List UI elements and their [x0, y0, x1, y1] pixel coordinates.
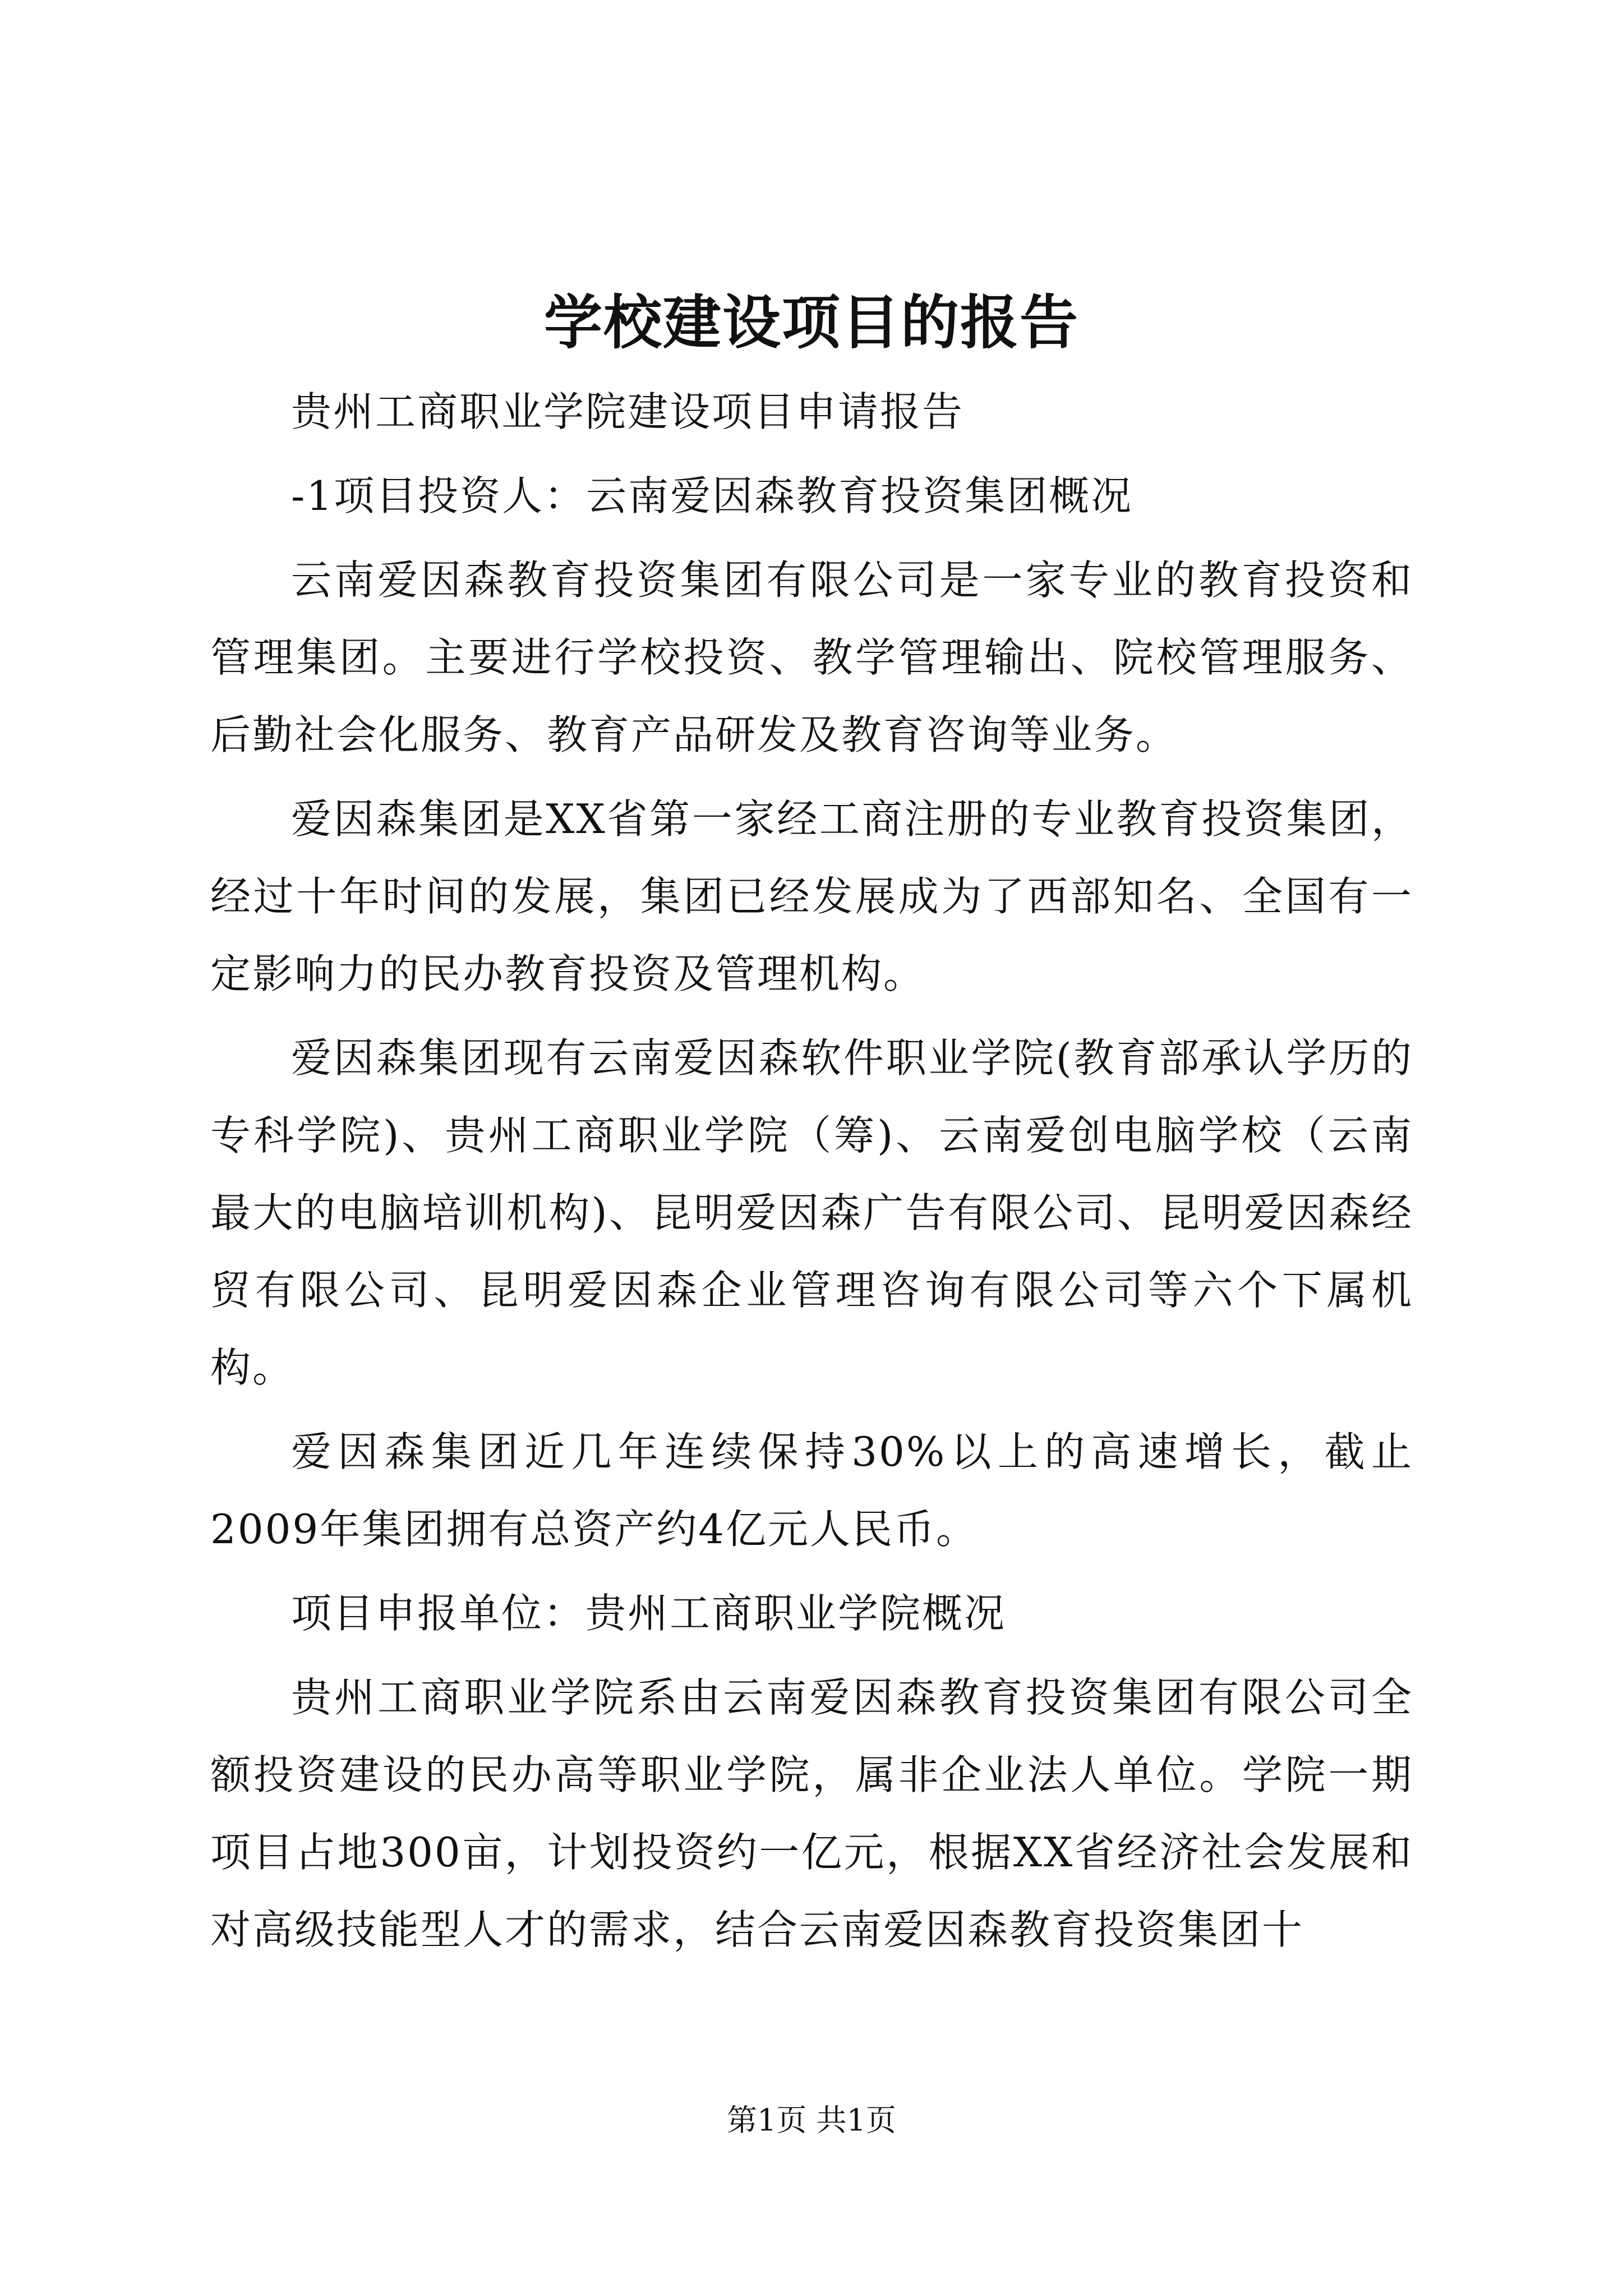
paragraph-investor-heading: -1项目投资人：云南爱因森教育投资集团概况	[291, 472, 1133, 519]
document-title: 学校建设项目的报告	[543, 288, 1079, 357]
paragraph-college-intro: 贵州工商职业学院系由云南爱因森教育投资集团有限公司全额投资建设的民办高等职业学院，属非企业法人单位。学院一期项目占地300亩，计划投资约一亿元，根据XX省经济社会发展和对高级技能型人才的需求，结合云南爱因森教育投资集团十	[210, 1674, 1413, 1953]
paragraph-group-subsidiaries: 爱因森集团现有云南爱因森软件职业学院(教育部承认学历的专科学院)、贵州工商职业学院（筹)、云南爱创电脑学校（云南最大的电脑培训机构)、昆明爱因森广告有限公司、昆明爱因森经贸有限公司、昆明爱因森企业管理咨询有限公司等六个下属机构。	[210, 1034, 1413, 1391]
paragraph-applicant-heading: 项目申报单位：贵州工商职业学院概况	[291, 1590, 1007, 1637]
paragraph-group-history: 爱因森集团是XX省第一家经工商注册的专业教育投资集团，经过十年时间的发展，集团已经发展成为了西部知名、全国有一定影响力的民办教育投资及管理机构。	[210, 795, 1413, 997]
paragraph-group-growth: 爱因森集团近几年连续保持30%以上的高速增长，截止2009年集团拥有总资产约4亿元人民币。	[210, 1428, 1413, 1553]
paragraph-report-heading: 贵州工商职业学院建设项目申请报告	[291, 388, 965, 435]
page-footer: 第1页 共1页	[727, 2102, 896, 2138]
document-body	[210, 373, 1413, 1975]
paragraph-group-intro: 云南爱因森教育投资集团有限公司是一家专业的教育投资和管理集团。主要进行学校投资、教学管理输出、院校管理服务、后勤社会化服务、教育产品研发及教育咨询等业务。	[210, 556, 1413, 758]
